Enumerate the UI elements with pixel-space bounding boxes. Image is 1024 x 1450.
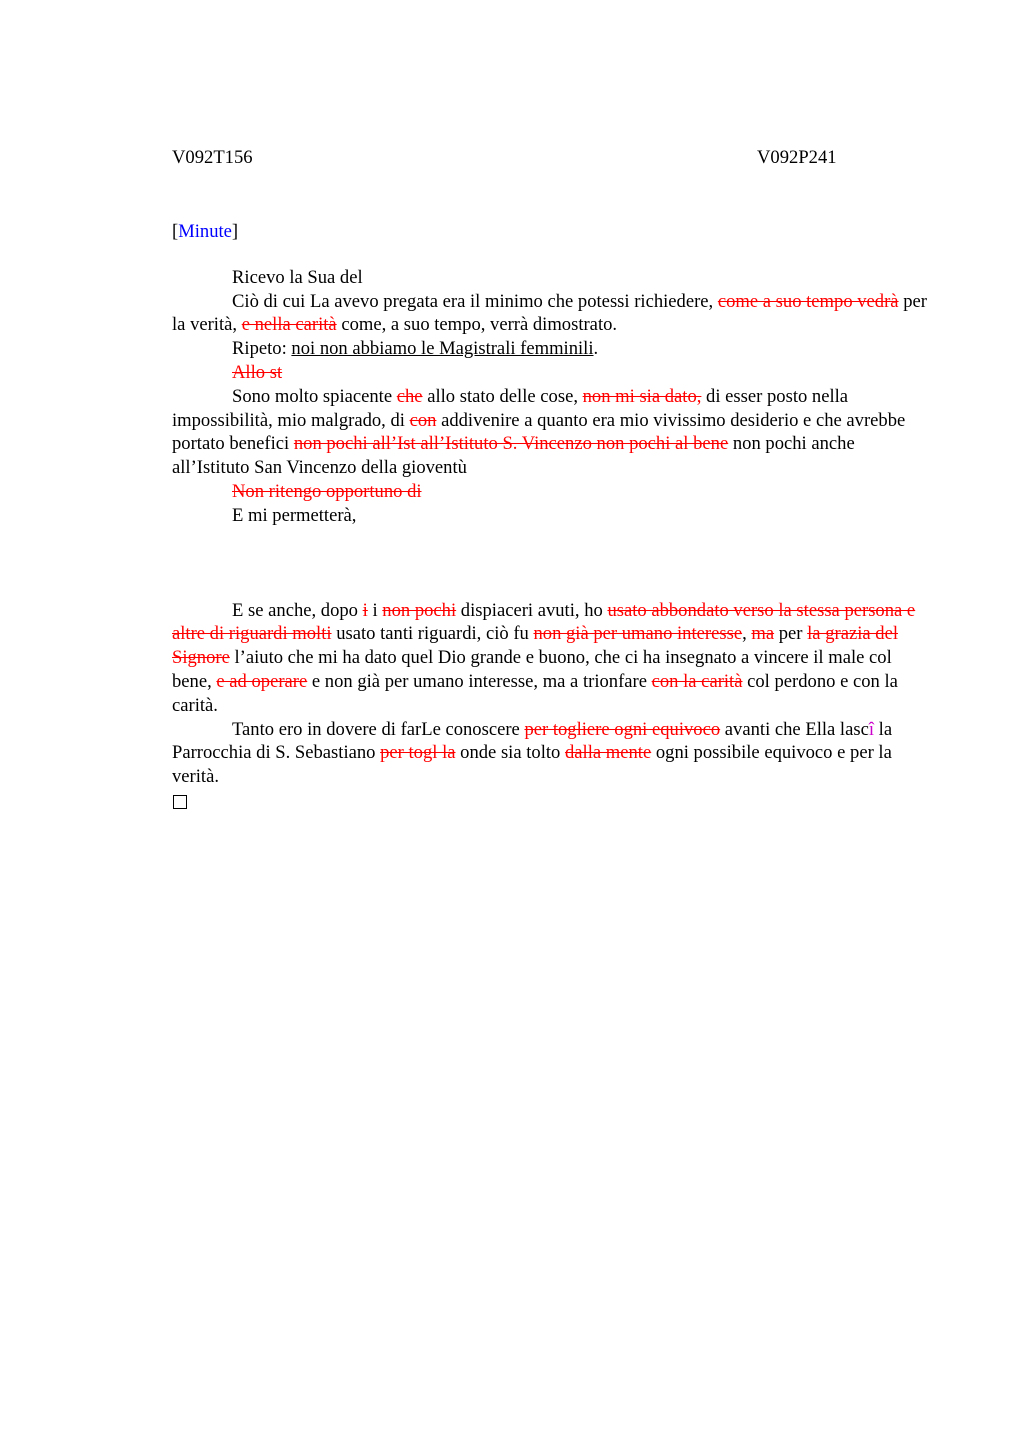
bracket-open: [ <box>172 221 179 242</box>
text-run: Ripeto: <box>232 338 292 360</box>
end-box-icon <box>173 795 187 809</box>
document-code-left: V092T156 <box>172 147 253 168</box>
paragraph-5 <box>172 385 932 480</box>
minute-label-line <box>172 220 932 244</box>
text-run: Sono molto spiacente <box>232 385 397 407</box>
paragraph-6 <box>172 480 932 504</box>
text-run: . <box>593 338 599 360</box>
text-run: usato tanti riguardi, ciò fu <box>331 623 534 645</box>
letter-body <box>172 266 932 816</box>
text-run: e non già per umano interesse, ma a trionfare <box>307 670 652 692</box>
text-run: Tanto ero in dovere di farLe conoscere <box>232 718 525 740</box>
text-run: ogni possibile equivoco e per la verità. <box>172 742 892 788</box>
deleted-text: i <box>362 599 368 621</box>
deleted-text: dalla mente <box>564 742 652 764</box>
text-run: i <box>367 599 383 621</box>
text-run: la Parrocchia di S. Sebastiano <box>172 718 893 764</box>
text-run: per <box>774 623 808 645</box>
text-run: dispiaceri avuti, ho <box>456 599 608 621</box>
paragraph-1 <box>172 266 932 290</box>
deleted-text: Non ritengo opportuno di <box>232 480 422 502</box>
deleted-text: come a suo tempo vedrà <box>717 290 899 312</box>
paragraph-2 <box>172 290 932 338</box>
bracket-close: ] <box>231 221 239 242</box>
end-marker-row <box>172 789 932 816</box>
text-run: di esser posto nella impossibilità, mio malgrado, di <box>172 385 849 431</box>
paragraph-gap <box>172 528 932 599</box>
paragraph-3 <box>172 337 932 361</box>
deleted-text: con <box>409 409 437 431</box>
deleted-text: la grazia del Signore <box>172 623 898 669</box>
deleted-text: ma <box>751 623 775 645</box>
deleted-text: per togliere ogni equivoco <box>524 718 721 740</box>
document-code-right: V092P241 <box>757 147 837 168</box>
deleted-text: non pochi <box>382 599 457 621</box>
deleted-text: non pochi all’Ist all’Istituto S. Vincenzo non pochi al bene <box>293 433 729 455</box>
deleted-text: e ad operare <box>216 670 308 692</box>
deleted-text: che <box>396 385 423 407</box>
paragraph-7 <box>172 504 932 528</box>
text-run: come, a suo tempo, verrà dimostrato. <box>336 314 618 336</box>
text-run: onde sia tolto <box>455 742 565 764</box>
paragraph-8 <box>172 599 932 718</box>
text-run: col perdono e con la carità. <box>172 670 898 716</box>
deleted-text: con la carità <box>651 670 743 692</box>
text-run: allo stato delle cose, <box>422 385 583 407</box>
deleted-text: usato abbondato verso la stessa persona e altre di riguardi molti <box>172 599 916 645</box>
deleted-text: e nella carità <box>241 314 337 336</box>
underlined-text: noi non abbiamo le Magistrali femminili <box>291 338 594 360</box>
text-run: E se anche, dopo <box>232 599 363 621</box>
document-header <box>172 146 932 170</box>
text-run: per la verità, <box>172 290 927 336</box>
text-run: Ciò di cui La avevo pregata era il minimo che potessi richiedere, <box>232 290 718 312</box>
text-run: Ricevo la Sua del <box>232 266 363 288</box>
text-run: avanti che Ella lasc <box>720 718 869 740</box>
deleted-text: non già per umano interesse <box>533 623 743 645</box>
minute-label: Minute <box>178 221 232 242</box>
text-run: , <box>742 623 752 645</box>
deleted-text: Allo st <box>232 361 283 383</box>
highlighted-char: î <box>868 718 875 740</box>
deleted-text: per togl la <box>380 742 456 764</box>
text-run: addivenire a quanto era mio vivissimo desiderio e che avrebbe portato benefici <box>172 409 906 455</box>
deleted-text: non mi sia dato, <box>582 385 702 407</box>
paragraph-4 <box>172 361 932 385</box>
text-run: E mi permetterà, <box>232 504 357 526</box>
text-run: non pochi anche all’Istituto San Vincenzo della gioventù <box>172 433 855 479</box>
paragraph-9 <box>172 718 932 789</box>
document-page <box>172 146 932 816</box>
text-run: l’aiuto che mi ha dato quel Dio grande e buono, che ci ha insegnato a vincere il male col bene, <box>172 647 892 692</box>
